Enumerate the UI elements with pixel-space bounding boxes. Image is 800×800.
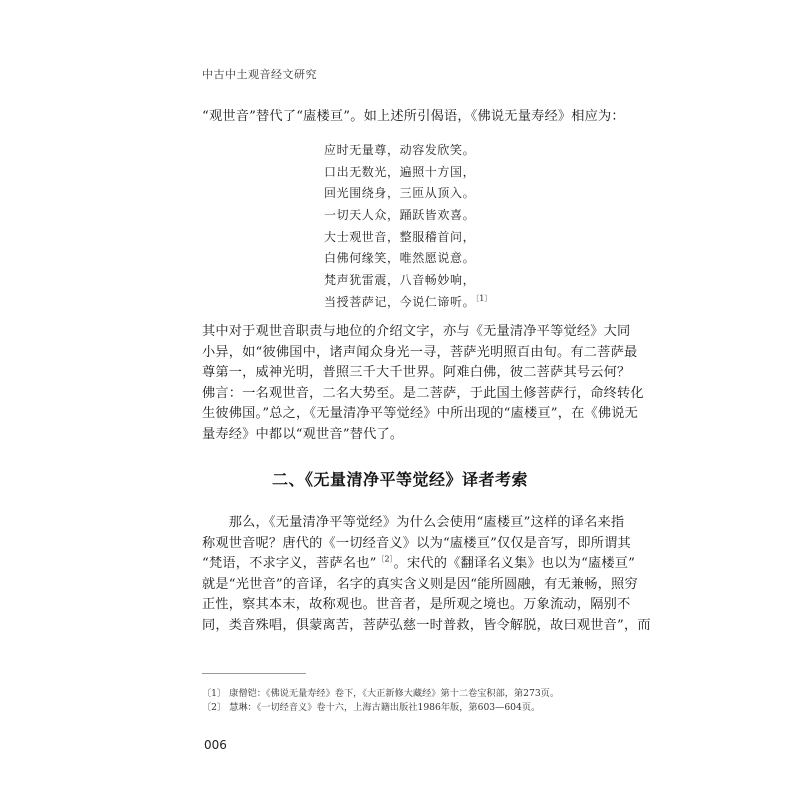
footnotes [202, 687, 559, 715]
footnote-marker: 〔1〕 [475, 293, 493, 303]
footnote-marker: 〔2〕 [376, 554, 394, 564]
paragraph-line: 其中对于观世音职责与地位的介绍文字，亦与《无量清净平等觉经》大同 [202, 324, 631, 339]
running-head: 中古中土观音经文研究 [202, 68, 317, 81]
body-paragraph-2 [202, 322, 644, 445]
paragraph-line: 量寿经》中都以“观世音”替代了。 [202, 426, 404, 442]
verse-line-text: 当授菩萨记，今说仁谛听。 [324, 294, 476, 309]
paragraph-line-tail: 。宋代的《翻译名义集》也以为“廅楼亘” [393, 556, 636, 571]
verse-line: 梵声犹雷震，八音畅妙响， [324, 273, 476, 288]
page-number: 006 [204, 738, 227, 752]
paragraph-line: 称观世音呢？唐代的《一切经音义》以为“廅楼亘”仅仅是音写，即所谓其 [202, 535, 631, 551]
body-paragraph-3 [202, 513, 651, 636]
paragraph-line: 就是“光世音”的音译，名字的真实含义则是因“能所圆融，有无兼畅，照穷 [202, 576, 638, 592]
verse-line: 口出无数光，遍照十方国， [324, 164, 476, 179]
verse-line: 白佛何缘笑，唯然愿说意。 [324, 251, 476, 266]
paragraph-line: “观世音”替代了“廅楼亘”。如上述所引偈语，《佛说无量寿经》相应为： [202, 109, 625, 124]
verse-block [324, 140, 492, 314]
paragraph-line: 生彼佛国。”总之，《无量清净平等觉经》中所出现的“廅楼亘”，在《佛说无 [202, 406, 639, 421]
paragraph-line: 同，类音殊唱，俱蒙离苦，菩萨弘慈一时普救，皆令解脱，故曰观世音”，而 [202, 617, 651, 633]
verse-line-last [324, 292, 492, 314]
section-heading: 二、《无量清净平等觉经》译者考索 [271, 470, 528, 489]
paragraph-line: 尊第一，威神光明，普照三千大千世界。阿难白佛，彼二菩萨其号云何？ [202, 365, 631, 380]
paragraph-line: 佛言：一名观世音，二名大势至。是二菩萨，于此国土修菩萨行，命终转化 [202, 385, 644, 401]
paragraph-line-text: “梵语，不求字义，菩萨名也” [202, 556, 377, 571]
paragraph-line: 那么，《无量清净平等觉经》为什么会使用“廅楼亘”这样的译名来指 [202, 515, 625, 530]
verse-line: 应时无量尊，动容发欣笑。 [324, 143, 476, 157]
footnote-1: 〔1〕 康僧铠：《佛说无量寿经》卷下，《大正新修大藏经》第十二卷宝积部，第273页。 [202, 688, 560, 699]
paragraph-line: 小异，如“彼佛国中，诸声闻众身光一寻，菩萨光明照百由旬。有二菩萨最 [202, 344, 638, 360]
verse-line: 大士观世音，整服稽首问， [324, 229, 476, 244]
intro-paragraph [202, 107, 625, 128]
footnote-divider [202, 673, 306, 674]
verse-line: 回光围绕身，三匝从顶入。 [324, 186, 476, 201]
paragraph-line-with-note [202, 554, 636, 575]
verse-line: 一切天人众，踊跃皆欢喜。 [324, 208, 476, 223]
paragraph-line: 正性，察其本末，故称观也。世音者，是所观之境也。万象流动，隔别不 [202, 597, 631, 612]
footnote-2: 〔2〕 慧琳：《一切经音义》卷十六，上海古籍出版社1986年版，第603—604页。 [202, 702, 541, 713]
